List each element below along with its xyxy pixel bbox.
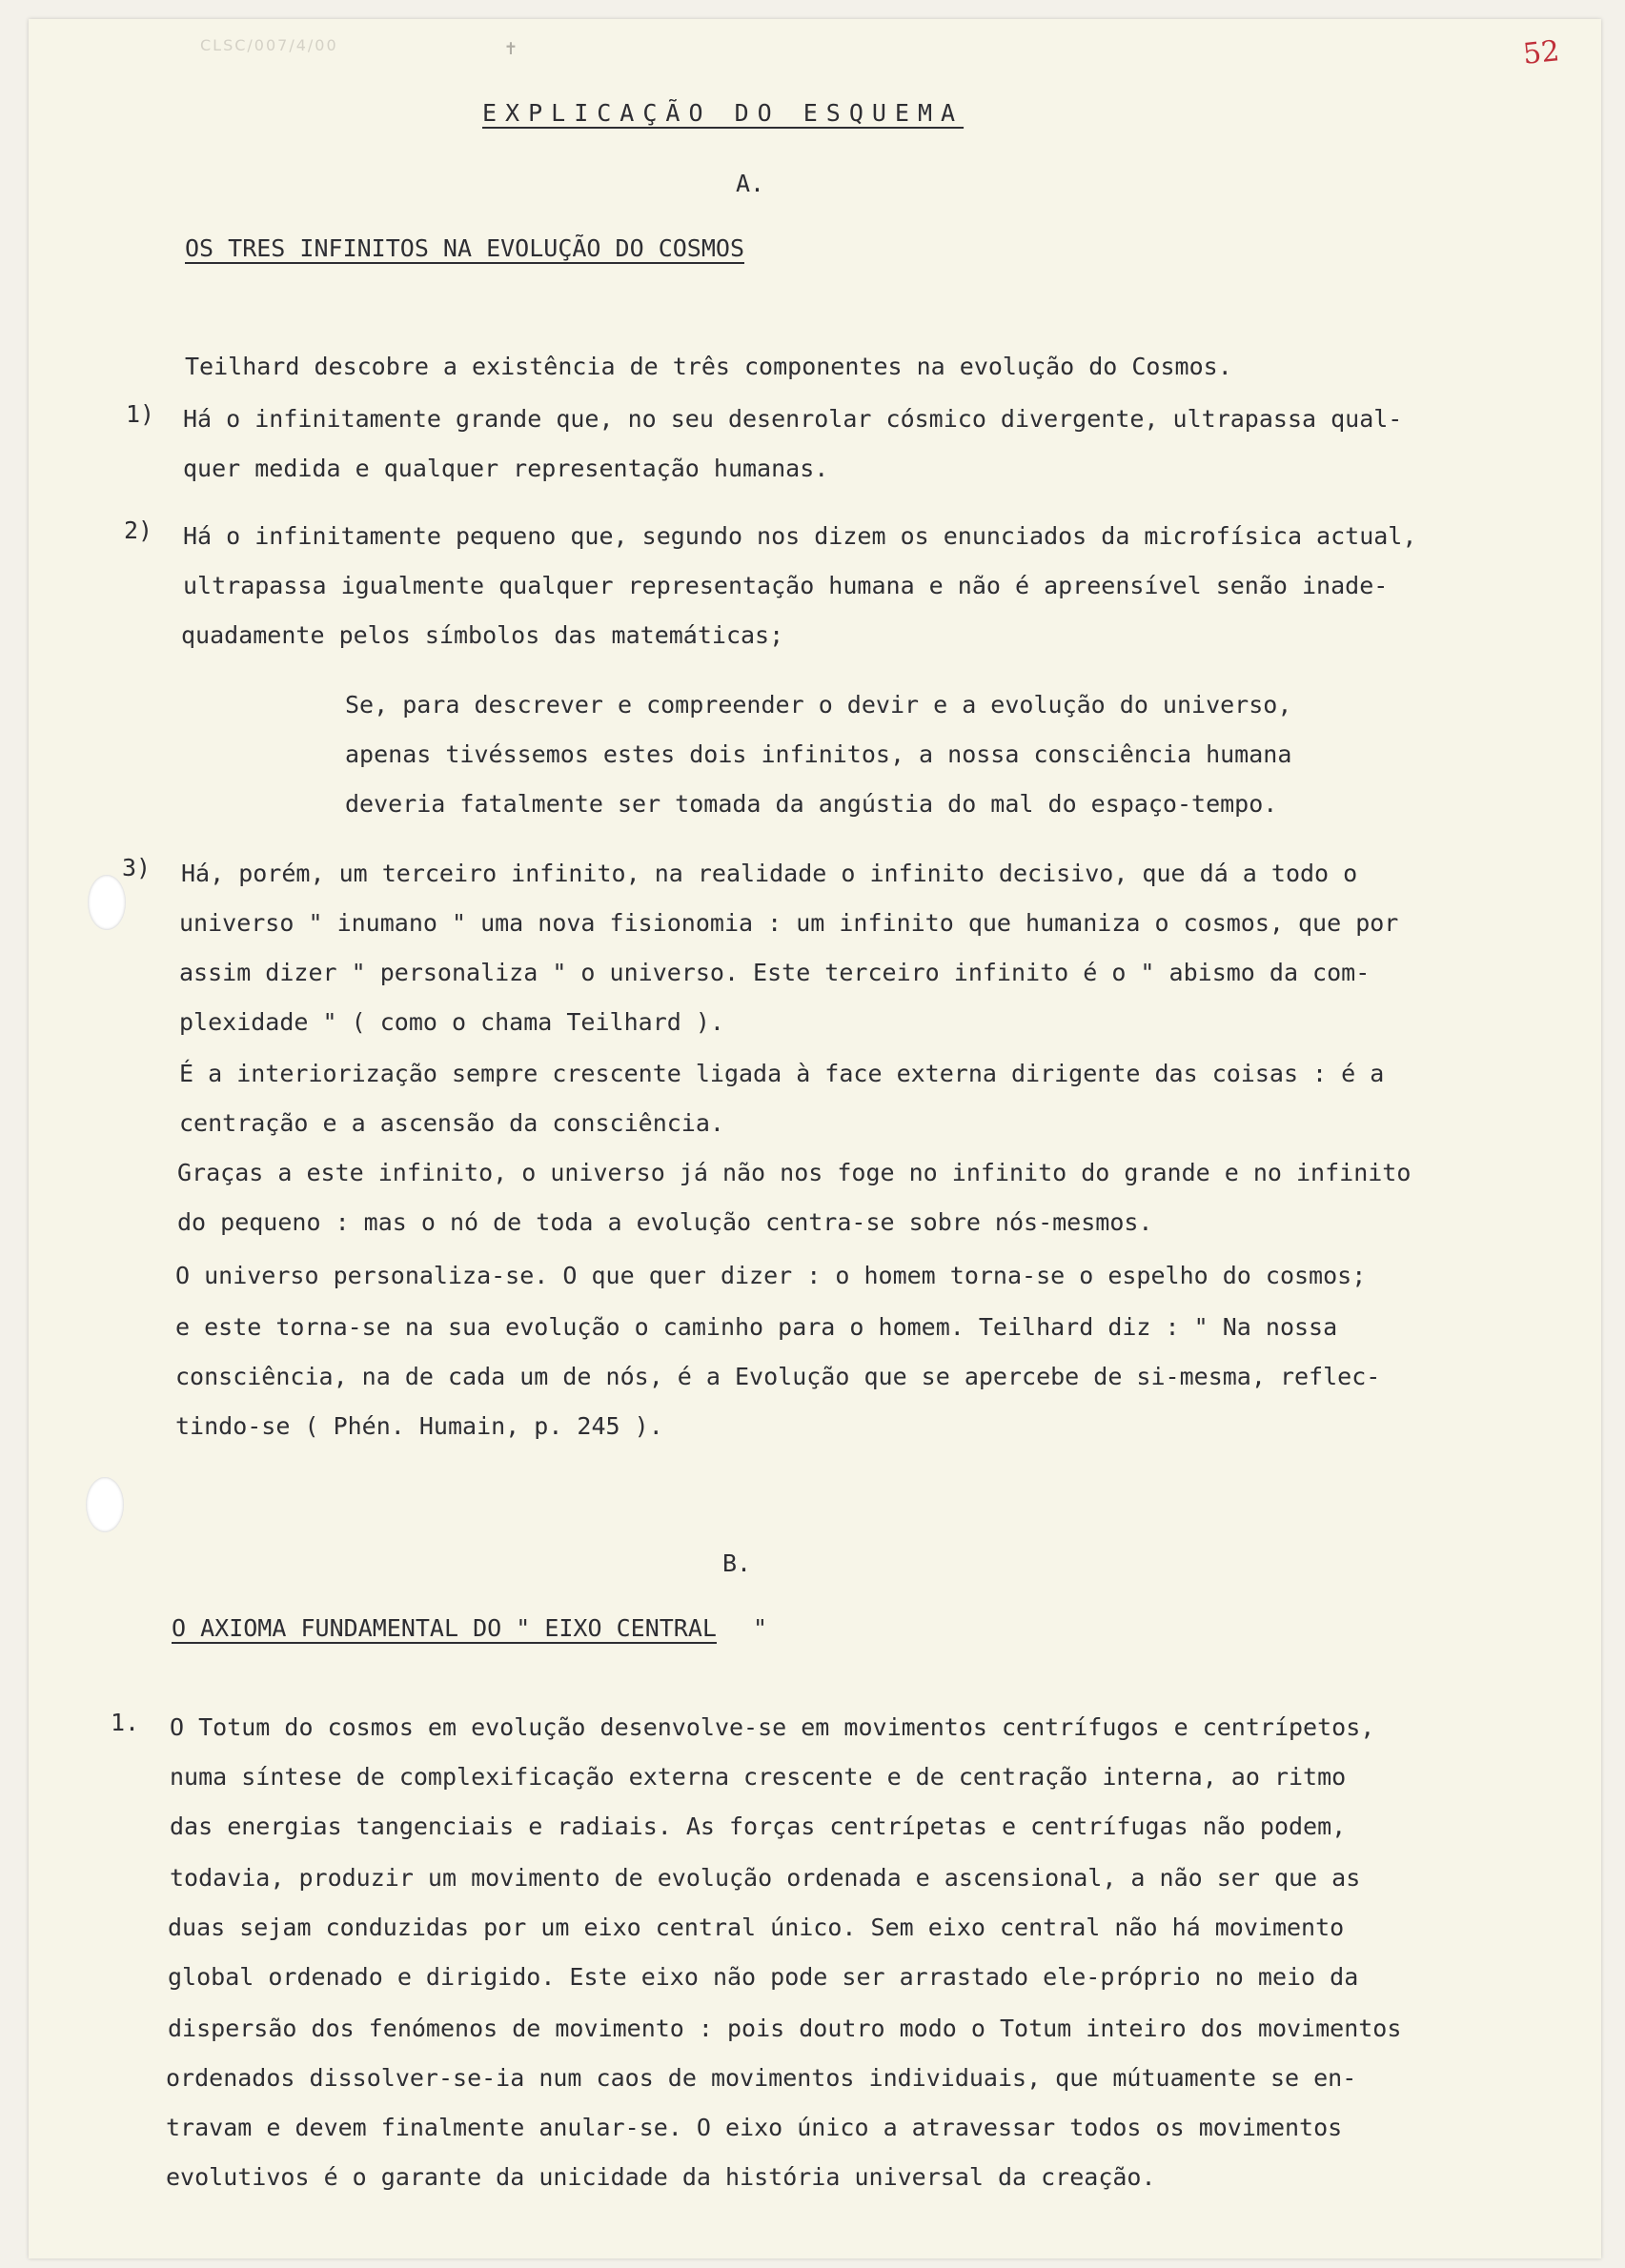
text-line: universo " inumano " uma nova fisionomia : um infinito que humaniza o cosmos, que por (179, 909, 1399, 937)
text-line: das energias tangenciais e radiais. As forças centrípetas e centrífugas não podem, (170, 1812, 1347, 1840)
text-line: ordenados dissolver-se-ia num caos de movimentos individuais, que mútuamente se en- (166, 2064, 1357, 2092)
text-line: e este torna-se na sua evolução o caminho para o homem. Teilhard diz : " Na nossa (175, 1313, 1338, 1341)
text-line: assim dizer " personaliza " o universo. Este terceiro infinito é o " abismo da com- (179, 959, 1371, 986)
quote-line: apenas tivéssemos estes dois infinitos, a nossa consciência humana (345, 740, 1292, 768)
item-marker: 2) (124, 516, 153, 544)
text-line: evolutivos é o garante da unicidade da história universal da creação. (166, 2163, 1156, 2191)
text-line: quadamente pelos símbolos das matemáticas; (181, 621, 784, 649)
text-line: todavia, produzir um movimento de evolução ordenada e ascensional, a não ser que as (170, 1864, 1361, 1892)
text-line: tindo-se ( Phén. Humain, p. 245 ). (175, 1412, 663, 1440)
faint-archive-mark: CLSC/007/4/00 (200, 36, 338, 54)
section-b-letter: B. (722, 1549, 752, 1577)
item-marker: 1) (126, 400, 155, 428)
text-line: O Totum do cosmos em evolução desenvolve-se em movimentos centrífugos e centrípetos, (170, 1713, 1375, 1741)
section-a-letter: A. (736, 170, 765, 197)
text-line: global ordenado e dirigido. Este eixo não pode ser arrastado ele-próprio no meio da (168, 1963, 1359, 1991)
text-line: É a interiorização sempre crescente ligada à face externa dirigente das coisas : é a (179, 1060, 1385, 1087)
text-line: travam e devem finalmente anular-se. O eixo único a atravessar todos os movimentos (166, 2114, 1343, 2141)
text-line: Graças a este infinito, o universo já não nos foge no infinito do grande e no infinito (177, 1159, 1412, 1186)
punch-hole (86, 1477, 124, 1532)
text-line: Há o infinitamente pequeno que, segundo nos dizem os enunciados da microfísica actual, (183, 522, 1417, 550)
page-number: 52 (1521, 34, 1561, 71)
text-line: ultrapassa igualmente qualquer representação humana e não é apreensível senão inade- (183, 572, 1389, 599)
section-a-title: OS TRES INFINITOS NA EVOLUÇÃO DO COSMOS (185, 234, 744, 262)
text-line: quer medida e qualquer representação humanas. (183, 455, 829, 482)
text-line: centração e a ascensão da consciência. (179, 1109, 724, 1137)
section-b-title-end: " (753, 1614, 768, 1642)
text-line: numa síntese de complexificação externa crescente e de centração interna, ao ritmo (170, 1763, 1347, 1791)
quote-line: deveria fatalmente ser tomada da angústia do mal do espaço-tempo. (345, 790, 1278, 818)
punch-hole (88, 875, 126, 930)
quote-line: Se, para descrever e compreender o devir e a evolução do universo, (345, 691, 1292, 719)
text-line: dispersão dos fenómenos de movimento : pois doutro modo o Totum inteiro dos movimentos (168, 2015, 1402, 2042)
text-line: duas sejam conduzidas por um eixo central único. Sem eixo central não há movimento (168, 1914, 1345, 1941)
text-line: Há, porém, um terceiro infinito, na realidade o infinito decisivo, que dá a todo o (181, 860, 1358, 887)
text-line: do pequeno : mas o nó de toda a evolução centra-se sobre nós-mesmos. (177, 1208, 1153, 1236)
text-line: O universo personaliza-se. O que quer dizer : o homem torna-se o espelho do cosmos; (175, 1262, 1367, 1289)
item-marker: 1. (111, 1709, 140, 1736)
section-b-title: O AXIOMA FUNDAMENTAL DO " EIXO CENTRAL (172, 1614, 717, 1642)
ornament-icon: ✝ (505, 36, 518, 59)
text-line: plexidade " ( como o chama Teilhard ). (179, 1008, 724, 1036)
section-a-intro: Teilhard descobre a existência de três componentes na evolução do Cosmos. (185, 353, 1232, 380)
item-marker: 3) (122, 854, 152, 881)
document-heading: EXPLICAÇÃO DO ESQUEMA (482, 99, 965, 127)
text-line: consciência, na de cada um de nós, é a Evolução que se apercebe de si-mesma, reflec- (175, 1363, 1381, 1390)
text-line: Há o infinitamente grande que, no seu desenrolar cósmico divergente, ultrapassa qual- (183, 405, 1403, 433)
